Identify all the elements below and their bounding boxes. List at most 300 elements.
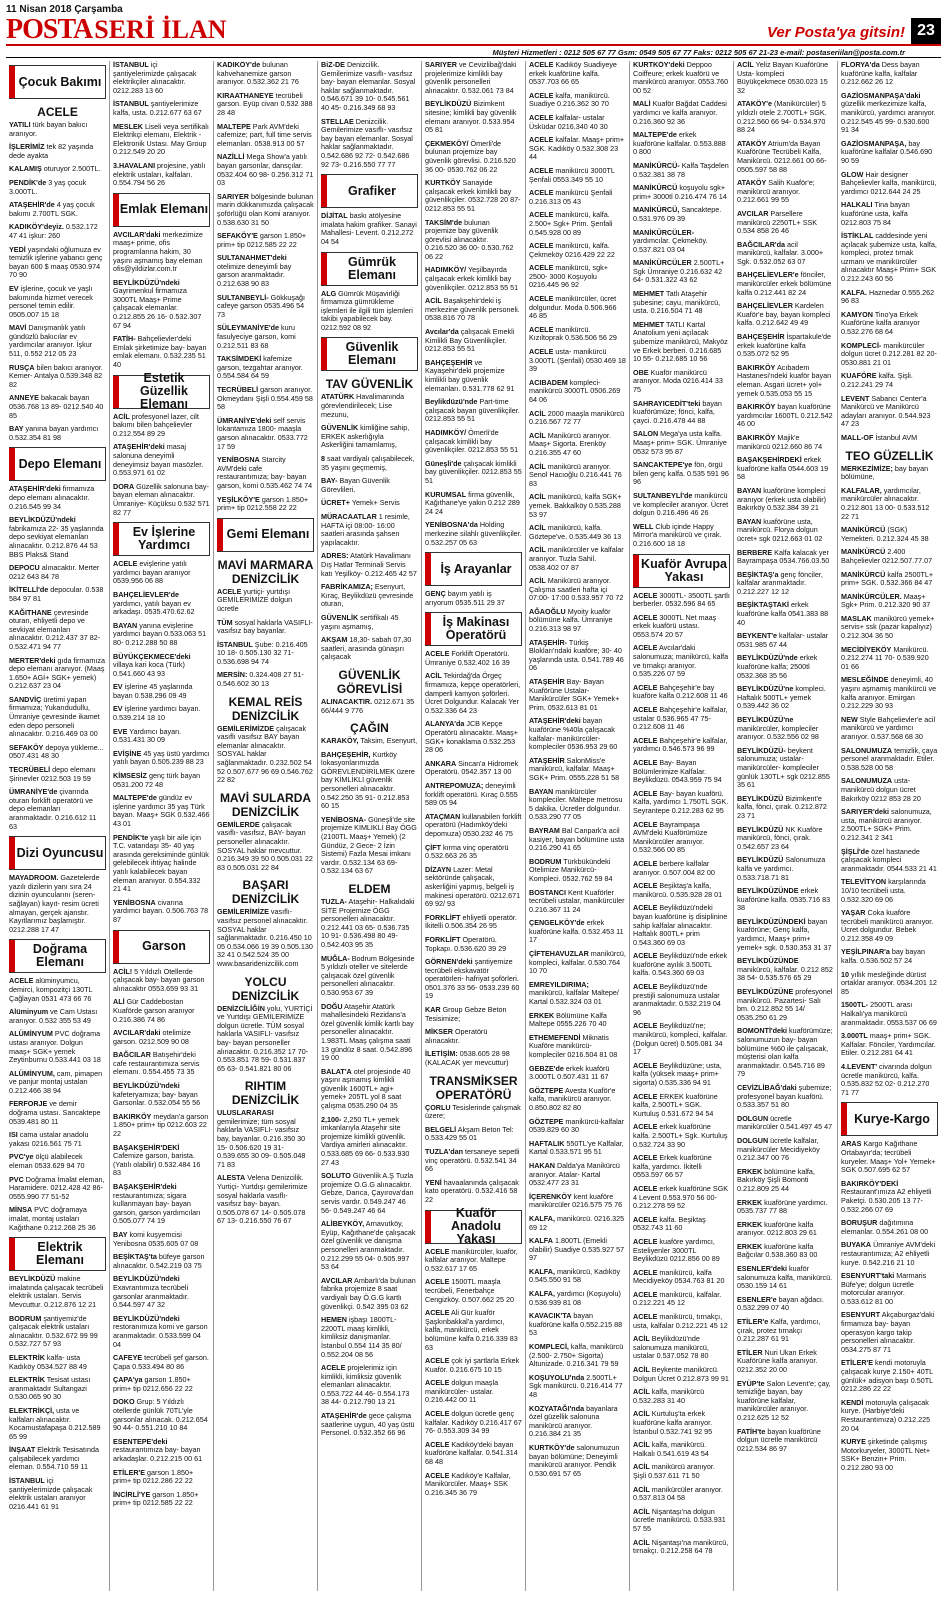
ad-keyword: ACELE [633, 1122, 658, 1132]
ad-keyword: ULUSLARARASI [217, 1108, 274, 1118]
classified-ad [321, 1116, 418, 1168]
ad-text: manikürcü, kompleci, kalfalar. 0.530.764 10 70 [529, 949, 626, 976]
classified-ad [113, 123, 210, 157]
classified-ad [9, 394, 106, 420]
ad-text: kimliğine sahip, ERKEK askerlığıyla Askerliğini tamamlamış, [321, 423, 410, 450]
classified-ad [633, 1486, 730, 1503]
ad-keyword: ACELE [529, 165, 554, 175]
classified-ad [425, 1357, 522, 1374]
classified-ad [529, 379, 626, 405]
ad-keyword: FORKLİFT [425, 912, 461, 922]
classified-ad [321, 1068, 418, 1111]
classified-ad [113, 1275, 210, 1309]
ad-display-heading: TAV GÜVENLİK [325, 377, 414, 392]
ad-keyword: ALÜMİNYUM [9, 1029, 53, 1039]
ad-keyword: ACİL [529, 408, 546, 418]
ad-text: PVC doğramaya imalat, montaj ustaları Kağıthane 0.212.268 25 36 [9, 1205, 96, 1232]
ad-keyword: MANİKÜRCÜ, [633, 205, 680, 215]
ad-keyword: ACELE [633, 951, 658, 961]
ad-text: garson 1.850+ prim+ tip 0212.656 22 22 [113, 1375, 193, 1393]
ad-keyword: ÇAPA'ya [113, 1375, 143, 1385]
ad-keyword: KURTKÖY'de [529, 1442, 575, 1452]
classified-ad [113, 1231, 210, 1248]
ad-keyword: MESLEĞİNDE [841, 675, 889, 685]
ad-text: Sancaktepe. 0.531.976 09 39 [633, 205, 722, 223]
ad-display-heading: KEMAL REİS DENİZCİLİK [228, 694, 303, 723]
classified-ad [113, 413, 210, 439]
classified-ad [841, 526, 938, 543]
ad-text: tek 82 yaşında dede ayakta [9, 142, 94, 160]
ad-text: Kurtuluş'ta erkek kuaförüne kalfa aranıyor. İstanbul 0.532.741 92 95 [633, 1409, 713, 1436]
classified-ad [841, 232, 938, 284]
ad-text: maaş+ prim+ SGK. Kalfalar. Fönciler, Yardımcılar. Etiler. 0.212.281 64 41 [841, 1031, 936, 1058]
ad-keyword: ÇORLU [425, 1102, 451, 1112]
classified-ad [217, 61, 314, 87]
classified-ad [9, 1131, 106, 1148]
ad-text: ölçü alabilecek eleman 0533.629 94 70 [9, 1152, 85, 1171]
ad-keyword: BEYLİKDÜZÜ- [737, 745, 786, 755]
ad-text: kalfa 2500TL+ prim+ SGK. 0.532.366 84 47 [841, 569, 934, 588]
ad-keyword: SÜLEYMANİYE'de [217, 323, 280, 333]
classified-ad [841, 1311, 938, 1354]
classified-ad [841, 716, 938, 742]
classified-ad [9, 586, 106, 603]
ad-keyword: Alüminyum [9, 1007, 49, 1017]
ad-text: kalfa. Beşiktaş 0532.743 11 60 [633, 1214, 706, 1233]
classified-ad [841, 1032, 938, 1058]
classified-ad [529, 1012, 626, 1029]
ad-text: Parsellere manikürcü 2250TL+ SSK 0.534 858 26 46 [737, 208, 818, 236]
ad-text: kafeteryamıza; bay- bayan Garsonlar. 0.532.054 55 56 [113, 1089, 201, 1108]
ad-text: Sabancı Center'a Manikürcü ve Manikürcü adayları aranıyor. 0.544.923 47 23 [841, 393, 931, 429]
ad-keyword: BORUŞUR [841, 1218, 878, 1228]
section-header [321, 337, 418, 371]
ad-text: manikürcü, sgk+ 2500- 3000 Koşuyolu 0216.445 96 92 [529, 263, 608, 290]
ad-text: kalfa- usta Kadıköy 0534.527 88 49 [9, 1352, 87, 1371]
ad-display-heading: ACELE [37, 105, 78, 119]
ad-text: NK Kuaföre manikürcü, fönci, çırak. 0.542.657 23 64 [737, 824, 823, 851]
ad-text: manikürcüler aranıyor. 0.537.813 04 58 [633, 1484, 723, 1503]
ad-keyword: ACELE [217, 586, 242, 596]
ad-text: beykent salonumuza; ustalar- manikürcüler- kompleciler günlük 130TL+ sgk 0212.855 35 61 [737, 745, 830, 790]
ad-text: 5 Yıldızlı Otellerde çalışacak bay- bayan garson alınacaktır 0553.659 93 31 [113, 966, 205, 993]
ad-keyword: MANİKÜRCÜ [841, 547, 886, 557]
classified-ad [737, 1296, 834, 1313]
ad-display-heading: ÇAĞIN [350, 721, 389, 736]
ad-keyword: TECRÜBELİ [217, 385, 259, 394]
ad-keyword: MANİKÜRCÜLER. [841, 591, 902, 601]
classified-ad [841, 593, 938, 610]
ad-text: Tekirdağ'da Örgeç firmamıza, kepçe operatörleri, damperli kamyon şoförleri. Ücret Dolgundur. Kalacak Yer 0.532.336 64 23 [425, 671, 521, 715]
ad-text: otel projesinde 40 yaşını aşmamış kimlikli güvenlik 1600TL+ agi+ yemek+ 205TL yol 8 saat çalışma 0535.290 04 35 [321, 1066, 411, 1111]
classified-ad [425, 328, 522, 354]
ad-text: Bodrum Bölgesinde 5 yıldızlı oteller ve sitelerde çalışacak özel güvenlik personelleri alınacaktır. 0.530.953 67 39 [321, 953, 415, 997]
classified-ad [113, 231, 210, 274]
ad-text: Ataşehir- Halkalıdaki SİTE Projemize ÖGG personelleri alınacaktır. 0.212.441 03 65- 0.536.735 10 91- 0.536.498 80 49- 0.542.403 95 35 [321, 897, 415, 949]
classified-ad [217, 908, 314, 968]
ad-keyword: ACELE [633, 705, 658, 715]
ad-text: Club içinde Happy Mirror'a manikürcü ve çırak. 0.216.600 18 18 [633, 521, 722, 548]
classified-ad [529, 858, 626, 884]
ad-keyword: 2,100- [321, 1114, 342, 1124]
classified-ad [113, 443, 210, 477]
ad-text: ücretle kalfalar, manikürcüler Mecidiyeköy 0.212.347 00 76 [737, 1135, 820, 1163]
classified-ad [113, 705, 210, 722]
ad-text: Bölümüne Kalfa Maltepe 0555.226 70 40 [529, 1010, 607, 1029]
ad-keyword: OBE [633, 367, 649, 377]
classified-ad [633, 1238, 730, 1264]
classified-ad [425, 429, 522, 455]
classified-ad [529, 1237, 626, 1263]
ad-keyword: SANDVİÇ [9, 694, 42, 704]
ad-text: Style Bahçelievler'e acil manikürcü ve yardımcı aranıyor. 0.537.568 68 30 [841, 714, 936, 741]
classified-ad [425, 1278, 522, 1304]
ad-text: meydan'a garson 1.850+ prim+ tip 0212.603 22 22 [113, 1111, 209, 1139]
ad-text: Kadıköy'deki bayan kuaförüne kalfalar. 0.541.314 68 48 [425, 1439, 518, 1467]
ad-keyword: ACELE [529, 324, 554, 334]
ad-text: kalfa. Şişli. 0.212.241 29 74 [841, 371, 913, 389]
ad-keyword: ACELE [529, 263, 554, 273]
ad-keyword: CAFEYE [113, 1353, 143, 1363]
ad-keyword: ACİL [633, 1334, 650, 1344]
classified-ad [9, 564, 106, 581]
ad-text: baskı atölyesine imalata hakim grafiker. Sanayi Mahallesi- Levent. 0.212.272 04 54 [321, 211, 417, 246]
ad-text: Tina bayan kuaförüne usta, kalfa 0212.803 75 84 [841, 200, 910, 227]
ad-text: ehliyetli operatör. İkitelli 0.506.354 26 95 [425, 912, 517, 931]
ad-keyword: SARIYER [217, 191, 249, 201]
ad-keyword: MALTEPE [217, 121, 251, 131]
ad-keyword: ALÜMİNYUM, [9, 1068, 55, 1078]
ad-text: havaalanında çalışacak kato operatörü. 0.532.416 58 22 [425, 1177, 519, 1204]
ad-text: alınacaktır. Merter 0212 643 84 78 [9, 563, 100, 581]
ad-keyword: ACELE [425, 649, 450, 659]
column-7 [630, 61, 734, 1591]
ad-text: Exavrantımıza tecrübeli garsonlar aranmaktadır. 0.544.597 47 32 [113, 1282, 189, 1310]
ad-keyword: SALON [633, 429, 659, 439]
ad-keyword: ISI [9, 1130, 18, 1140]
ad-keyword: KALFALAR, [841, 485, 882, 495]
ad-text: Beylikdüzü'nde prestijli salonumuza ustalar aranmaktadır. 0.532.219 04 96 [633, 982, 721, 1017]
ad-text: PVC doğrama ustası aranıyor. Dolgun maaş+ SGK+ yemek Zeytinburnu 0.533.441 03 18 [9, 1029, 101, 1065]
ad-keyword: GLOW [841, 169, 864, 179]
classified-ad [841, 948, 938, 965]
ad-text: 2,250 TL+ yemek imkanlarıyla Ataşehir site projemize kimlikli güvenlik. Vardiya amirleri alınacaktır. 0.533.685 69 66- 0.533.930 27 43 [321, 1114, 410, 1167]
ad-text: Park AVM'deki cafemize; part, full time servis elemanları. 0538.913 00 57 [217, 121, 312, 148]
classified-ad [633, 1154, 730, 1180]
ad-text: Nişantaşı'na dolgun ücretle manikürcü. 0.533.931 57 55 [633, 1506, 726, 1533]
ad-keyword: ACELE [633, 1267, 658, 1277]
section-header [633, 554, 730, 588]
classified-ad [737, 210, 834, 236]
ad-keyword: 8 [321, 454, 325, 464]
classified-ad [633, 860, 730, 877]
classified-ad [633, 983, 730, 1017]
ad-keyword: ACİL [425, 296, 442, 306]
classified-ad [737, 456, 834, 482]
classified-ad [633, 259, 730, 285]
ad-text: Beylikdüzü'nde salonumuza manikürcü, ustalar 0.537.052 78 80 [633, 1334, 709, 1361]
ad-text: bakacak bayan 0536.768 13 89- 0212.540 40 85 [9, 393, 104, 420]
ad-text: Şube: 0.216.405 10 18- 0.505.130 32 71- 0.536.698 94 74 [217, 639, 308, 666]
classified-ad [321, 61, 418, 113]
classified-ad [9, 485, 106, 511]
classified-ad [737, 333, 834, 359]
ad-keyword: SALONUMUZA [841, 776, 893, 786]
classified-ad [113, 968, 210, 994]
ad-text: manikürcü, kalfalar. 0.212.221 45 12 [633, 1289, 722, 1308]
ad-text: üretimi yapan firmamıza; Yukarıdudullu, Ümraniye çevresinde ikamet eden depo personeli alınacaktır. 0.216.469 03 00 [9, 694, 100, 739]
classified-ad [425, 914, 522, 931]
ad-keyword: ETİLER'E [113, 1467, 146, 1477]
ad-keyword: ACELE [633, 982, 658, 992]
ad-text: temizlik, çaya personel aranmaktadır. Etiler. 0.538.528 00 58 [841, 745, 938, 772]
classified-ad [841, 395, 938, 429]
classified-ad [633, 430, 730, 456]
ad-text: Başakşehir'deki iş merkezine güvenlik personeli. 0538.816 70 78 [425, 296, 520, 323]
classified-ad [217, 254, 314, 288]
ad-keyword: İŞLERİMİZ [9, 142, 45, 152]
ad-keyword: SEFAKÖY [9, 742, 44, 752]
classified-ad [113, 1491, 210, 1508]
ad-keyword: ERKEK [737, 1219, 763, 1229]
column-1 [6, 61, 110, 1591]
ad-text: Beylikdüzü'ndeki bayan kuaförüne iş disiplinine sahip kalfalar alınacaktır. Haftalık 800TL+ prim 0.543.360 69 03 [633, 903, 728, 947]
ad-text: bayan kuaförümüze; fönci, kalfa, çayci. 0.216.478 44 88 [633, 398, 722, 425]
classified-ad [529, 1193, 626, 1210]
ad-text: Dess bayan kuaförüne kalfa, kalfalar 0.212.662 26 12 [841, 61, 920, 87]
classified-ad [529, 639, 626, 673]
classified-ad [9, 1206, 106, 1232]
classified-ad [217, 619, 314, 636]
ad-text: manikürcü, kalfa SGK+ yemek. Bakkalköy 0.535.288 53 97 [529, 492, 622, 519]
ad-keyword: BEYLİKDÜZÜ'ndeki [113, 1274, 180, 1284]
classified-ad [113, 683, 210, 700]
ad-text: Gümrük Müşavirliği firmamıza gümrükleme işlemleri ile ilgili tüm işlemleri takibi yapabilecek bay. 0212.592 08 92 [321, 288, 413, 332]
section-title: Kuaför Avrupa Yakası [641, 556, 727, 584]
classified-ad [737, 1265, 834, 1291]
ad-text: Bay- Bayan Bölümlerimize Kalfalar. Beylikdüzü. 0543.959 75 94 [633, 758, 722, 785]
column-5 [422, 61, 526, 1591]
classified-ad [425, 1028, 522, 1045]
ad-keyword: BAKIRKÖY [737, 402, 776, 412]
classified-ad [737, 364, 834, 398]
ad-keyword: RUSÇA [9, 362, 35, 372]
classified-ad [321, 583, 418, 609]
ad-keyword: KOZYATAĞI'nda [529, 1403, 585, 1413]
ad-keyword: MANİKÜRCÜ [841, 525, 886, 535]
classified-ad [9, 223, 106, 240]
ad-keyword: ACELE [529, 61, 554, 69]
ad-keyword: ACİL [529, 461, 546, 471]
ad-keyword: FERFORJE [9, 1099, 48, 1109]
ad-keyword: ACİL [633, 1440, 650, 1450]
ad-text: bayım yatılı iş arıyorum 0535.511 29 37 [425, 589, 505, 607]
classified-ad [633, 1093, 730, 1119]
ad-text: İstanbul AVM [873, 432, 918, 442]
ad-text: kırma vinç operatörü 0.532.663 26 35 [425, 842, 509, 861]
ad-text: içi şantiyelerimizde çalışacak elektrikçiler alınacaktır. 0212.283 13 60 [113, 61, 197, 95]
ad-text: Tatlı Ataşehir şubesine; cayu, manikürcü, usta. 0.216.504 71 48 [633, 289, 721, 316]
classified-ad [217, 641, 314, 667]
classified-ad [9, 1446, 106, 1472]
ad-text: Elektrik Tesisatında çalışabilecek yardımcı eleman. 0.554.710 59 11 [9, 1445, 100, 1472]
classified-ad [737, 1380, 834, 1423]
classified-ad [529, 1405, 626, 1439]
ad-keyword: ACELE [633, 903, 658, 913]
ad-text: Operatörü. Topkapı. 0.536.620 39 29 [425, 934, 507, 953]
ad-text: işbaşı 1800TL- 2200TL maaş kimlikli, kimliksiz danışmanlar. İstanbul 0.554 114 35 80/ 0.552.204 08 56 [321, 1315, 402, 1359]
classified-ad [841, 971, 938, 997]
classified-ad [633, 290, 730, 316]
ad-keyword: KURUMSAL [425, 489, 467, 499]
ad-text: depo elemanı Şirinevler 0212.503 19 59 [9, 765, 96, 783]
ad-text: Ömerli'de çalışacak kimlikli bay güvenlikçiler. 0212.853 55 51 [425, 427, 519, 455]
ad-keyword: HADIMKÖY/ [425, 427, 467, 437]
ad-text: Bizimkent'e kalfa, fönci, çırak. 0.212.872 23 71 [737, 793, 827, 820]
ad-text: Starcity AVM'deki cafe restaurantımıza; bay- bayan garson, komi 0.535.462 74 74 [217, 455, 313, 490]
ad-keyword: AVCILAR'daki [113, 1028, 161, 1038]
ad-text: Bayan Güvenlik Görevlileri. [321, 476, 390, 494]
ad-keyword: ATAŞEHİR [529, 755, 565, 765]
classified-ad [841, 201, 938, 227]
classified-ad [9, 1070, 106, 1096]
ad-text: ve demir doğrama ustası. Sancaktepe 0539.481 80 11 [9, 1099, 101, 1126]
ad-text: sertifikalı 45 yaşını aşmamış, [321, 612, 399, 631]
ad-keyword: ATAŞEHİR'deki [113, 442, 165, 452]
section-header [113, 522, 210, 556]
classified-ad [217, 294, 314, 320]
classified-ad [737, 1168, 834, 1194]
ad-text: otelimize deneyimli bay garson aranmaktadır. 0.212.638 90 83 [217, 261, 292, 289]
classified-ad [529, 167, 626, 184]
ad-text: Manikürcü aranıyor. Maaş+ Sigorta. Erenköy 0.216.355 47 60 [529, 430, 611, 457]
ad-keyword: ATATÜRK [321, 392, 355, 402]
classified-ad [633, 369, 730, 395]
ad-text: Liseli veya sertifikalı Elektrikçi elemanı, Elektrik - Elektronik Ustası. May Group 0.212.549 20 20 [113, 121, 209, 157]
classified-ad [841, 1359, 938, 1393]
classified-ad [633, 1539, 730, 1556]
ad-keyword: ACIBADEM [529, 377, 568, 387]
classified-ad [113, 653, 210, 679]
ad-keyword: BAĞCILAR'da [737, 239, 786, 249]
ad-text: Beylikdüzü'nde erkek kuaförüne ayılık 3.500TL kalfa. 0.543.360 69 03 [633, 951, 728, 978]
ad-keyword: BEYLİKDÜZÜ'nde [737, 653, 798, 663]
ad-keyword: KOMPLECİ- [841, 340, 882, 350]
classified-ad [633, 684, 730, 701]
ad-keyword: ACELE [529, 294, 554, 304]
column-3 [214, 61, 318, 1591]
ad-text: motoruyla çalışacak kurye. (Harbiye'deki Restaurantımıza) 0.212.225 20 04 [841, 1397, 931, 1433]
classified-ad [217, 1109, 314, 1169]
section-header [9, 939, 106, 973]
ad-text: manikürcüler, ücret dolgundur. Moda 0.506.966 46 85 [529, 294, 617, 321]
ad-keyword: ELEKTRİK [9, 1352, 45, 1362]
column-2 [110, 61, 214, 1591]
classified-ad [633, 882, 730, 899]
ad-text: firma güvenlik, Kağıthane'ye yakın 0.212 289 24 24 [425, 489, 520, 516]
classified-ad [321, 737, 418, 746]
classified-ad [841, 777, 938, 803]
ad-text: deneyimli forklift operatörü. Kıraç 0.555 589 05 94 [425, 781, 518, 808]
ad-keyword: BEŞİKTAŞ'a [737, 569, 779, 579]
classified-ad [321, 455, 418, 472]
classified-ad [737, 100, 834, 134]
ad-text: profesyonel manikürcü. Pazartesi- Salı bm. 0.212.852 55 14/ 0535.250 61 29 [737, 987, 833, 1022]
classified-ad [9, 1030, 106, 1064]
ad-keyword: KURYE [841, 1437, 866, 1447]
ad-keyword: DOLGUN [737, 1135, 769, 1145]
classified-ad [633, 400, 730, 426]
classified-ad [425, 1126, 522, 1143]
ad-text: JCB Kepçe Operatörü alınacaktır. Maaş+ SGK+ konaklama 0.532.253 28 06 [425, 719, 518, 755]
ad-text: manikürcü, kalfa Mecidiyeköy 0534.763 81 20 [633, 1267, 725, 1286]
ad-keyword: BEŞİKTAŞ'ta [113, 1252, 157, 1262]
classified-ad [9, 977, 106, 1003]
classified-ad [425, 491, 522, 517]
ad-keyword: GEMİLERDE [217, 819, 260, 829]
classified-ad [529, 577, 626, 603]
classified-ad [113, 1113, 210, 1139]
ad-text: Salon Levent'e; çay, temizliğe bayan, bay kuaförüne kalfalar, manikürcüler aranıyor. 0.212.625 12 52 [737, 1378, 831, 1422]
ad-keyword: GEMİLERİMİZE [217, 907, 269, 917]
ad-text: bayanlara özel güzellik salonuna manikürcü aranıyor. 0.216.384 21 35 [529, 1403, 618, 1439]
classified-ad [425, 359, 522, 393]
ad-keyword: BAŞAKŞEHİRDEKİ [737, 455, 802, 465]
ad-text: çok iyi şartlarla Erkek Kuaför. 0.216.675 10 15 [425, 1356, 520, 1374]
ad-text: acil manikürcü, kalfalar. 3.000+ Sgk. 0.532.052 63 07 [737, 239, 824, 266]
ad-keyword: BEŞİKTAŞTAKİ [737, 600, 790, 610]
ad-keyword: BAKIRKÖY [737, 432, 776, 442]
ad-text: gemilerimize; tüm sosyal haklarla VASIFLI- vasıfsız bay, bayanlar. 0.216.350 30 15- 0.506.620 19 31- 0.539.655 30 09- 0.505.048 71 83 [217, 1116, 306, 1169]
ad-text: işlerine, çocuk ve yaşlı bakımında hizmet verecek personel temin edilir. 0505.007 15 18 [9, 283, 93, 319]
ad-keyword: ATAŞEHİR'de [9, 200, 55, 210]
classified-ad [841, 1140, 938, 1174]
ad-keyword: GÜVENLİK [321, 612, 359, 622]
issue-date: 11 Nisan 2018 Çarşamba [6, 4, 123, 15]
ad-keyword: ACELE [425, 1470, 450, 1480]
ad-text: Maaş+ Sgk+ Prim. 0.212.320 90 37 [841, 591, 931, 610]
ad-text: manikürcü, kalfalar. 0.212 852 38 54- 0.535.576 65 29 [737, 964, 833, 983]
ad-text: TATLI Kartal Anatolium yeni açılacak şubemize manikürcü, Makyöz ve Erkek berberi. 0.216.685 10 55- 0.212.685 10 56 [633, 319, 728, 364]
ad-keyword: KAMYON [841, 309, 873, 319]
classified-ad [425, 1148, 522, 1174]
section-header [9, 836, 106, 870]
ad-keyword: ACELE [633, 1091, 658, 1101]
ad-text: 0212.671 35 66/444 9 776 [321, 696, 415, 715]
classified-ad [321, 955, 418, 998]
ad-text: Lazer: Metal sektöründe çalışacak, askerliğini yapmış, belgeli iş makinesi operatörü. 0212.671 69 92/ 93 [425, 864, 521, 909]
classified-ad [217, 417, 314, 451]
classified-ad [113, 772, 210, 789]
classified-ad [321, 751, 418, 811]
classified-ad [633, 821, 730, 855]
ad-keyword: SEFAKÖY'E [217, 231, 258, 241]
classified-ad [529, 348, 626, 374]
section-header [113, 930, 210, 964]
ad-keyword: MEHMET [633, 319, 665, 329]
ad-keyword: BEYLİKDÜZÜ'ndeki [113, 1313, 180, 1323]
classified-ad [425, 813, 522, 839]
classified-ad [841, 1272, 938, 1306]
classified-ad [529, 114, 626, 131]
ad-keyword: SULTANAHMET'deki [217, 253, 287, 263]
ad-text: Salonumuza kalfa ve yardımcı. 0.533.718.71 81 [737, 855, 826, 882]
ad-keyword: ACİL! [113, 966, 133, 976]
ad-keyword: BAHÇELİEVLER'de [113, 589, 180, 599]
classified-ad [841, 878, 938, 904]
section-title: Gemi Elemanı [226, 527, 310, 542]
classified-ad [9, 1407, 106, 1441]
